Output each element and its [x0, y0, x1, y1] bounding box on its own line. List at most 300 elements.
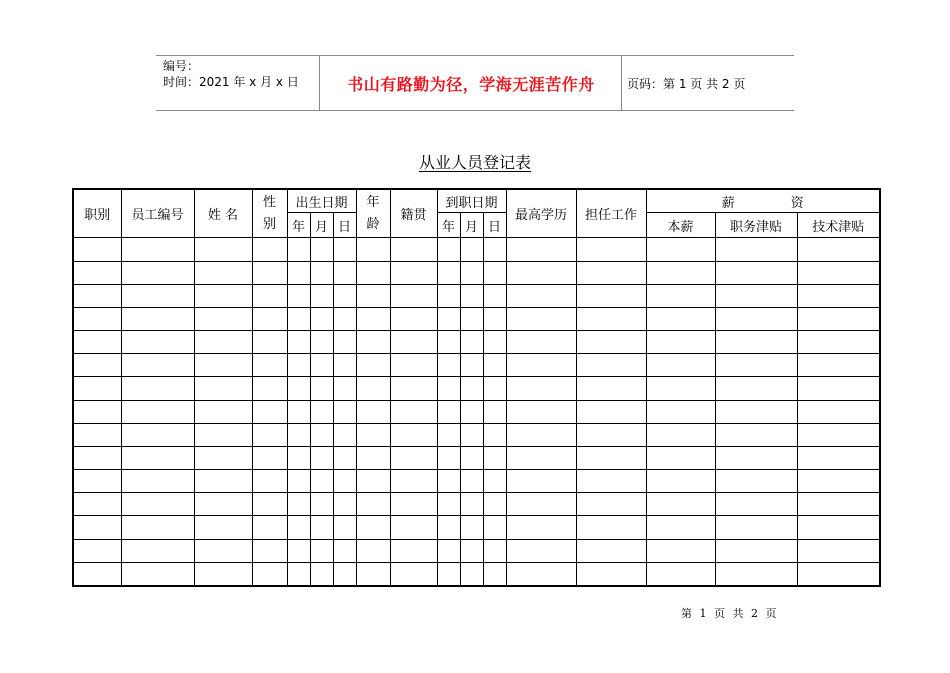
- col-header-join-day: 日: [483, 213, 506, 238]
- table-cell[interactable]: [390, 539, 437, 562]
- table-cell[interactable]: [483, 400, 506, 423]
- table-cell[interactable]: [646, 331, 715, 354]
- table-cell[interactable]: [333, 377, 356, 400]
- table-cell[interactable]: [333, 562, 356, 586]
- table-cell[interactable]: [121, 423, 194, 446]
- table-cell[interactable]: [483, 284, 506, 307]
- table-cell[interactable]: [460, 470, 483, 493]
- table-cell[interactable]: [576, 400, 646, 423]
- table-cell[interactable]: [121, 354, 194, 377]
- table-cell[interactable]: [797, 261, 880, 284]
- header-motto: 书山有路勤为径，学海无涯苦作舟: [347, 75, 595, 94]
- table-row: [73, 470, 880, 493]
- table-cell[interactable]: [506, 562, 576, 586]
- table-cell[interactable]: [576, 238, 646, 261]
- table-cell[interactable]: [576, 516, 646, 539]
- table-cell[interactable]: [194, 446, 252, 469]
- table-cell[interactable]: [121, 400, 194, 423]
- table-cell[interactable]: [287, 539, 310, 562]
- col-header-birth-year: 年: [287, 213, 310, 238]
- table-cell[interactable]: [310, 539, 333, 562]
- table-cell[interactable]: [390, 516, 437, 539]
- table-cell[interactable]: [483, 331, 506, 354]
- table-cell[interactable]: [121, 470, 194, 493]
- table-cell[interactable]: [356, 400, 390, 423]
- table-cell[interactable]: [333, 261, 356, 284]
- table-cell[interactable]: [437, 446, 460, 469]
- page-title: [0, 150, 950, 173]
- table-cell[interactable]: [356, 284, 390, 307]
- document-number-label: 编号：: [163, 59, 200, 73]
- table-cell[interactable]: [287, 261, 310, 284]
- page-footer: 第 1 页 共 2 页: [681, 607, 777, 620]
- table-cell[interactable]: [73, 354, 121, 377]
- table-cell[interactable]: [73, 377, 121, 400]
- table-cell[interactable]: [73, 238, 121, 261]
- table-cell[interactable]: [646, 261, 715, 284]
- table-cell[interactable]: [73, 331, 121, 354]
- table-cell[interactable]: [483, 516, 506, 539]
- table-cell[interactable]: [437, 354, 460, 377]
- table-cell[interactable]: [646, 284, 715, 307]
- table-cell[interactable]: [576, 493, 646, 516]
- table-cell[interactable]: [437, 261, 460, 284]
- table-cell[interactable]: [121, 562, 194, 586]
- table-cell[interactable]: [646, 493, 715, 516]
- table-cell[interactable]: [333, 470, 356, 493]
- header-meta: [163, 58, 299, 90]
- table-cell[interactable]: [356, 331, 390, 354]
- table-cell[interactable]: [287, 493, 310, 516]
- table-body: [73, 238, 880, 586]
- table-cell[interactable]: [437, 539, 460, 562]
- table-cell[interactable]: [797, 284, 880, 307]
- table-cell[interactable]: [333, 238, 356, 261]
- table-cell[interactable]: [287, 400, 310, 423]
- table-cell[interactable]: [287, 377, 310, 400]
- table-cell[interactable]: [333, 400, 356, 423]
- table-cell[interactable]: [576, 331, 646, 354]
- table-cell[interactable]: [576, 470, 646, 493]
- table-cell[interactable]: [506, 539, 576, 562]
- table-cell[interactable]: [310, 261, 333, 284]
- col-header-birth-month: 月: [310, 213, 333, 238]
- table-cell[interactable]: [121, 238, 194, 261]
- table-cell[interactable]: [287, 516, 310, 539]
- col-header-join-month: 月: [460, 213, 483, 238]
- table-cell[interactable]: [646, 470, 715, 493]
- table-cell[interactable]: [252, 516, 287, 539]
- table-cell[interactable]: [121, 516, 194, 539]
- table-cell[interactable]: [715, 377, 797, 400]
- table-cell[interactable]: [73, 307, 121, 330]
- table-cell[interactable]: [333, 331, 356, 354]
- table-cell[interactable]: [483, 539, 506, 562]
- table-cell[interactable]: [252, 539, 287, 562]
- table-row: [73, 562, 880, 586]
- table-cell[interactable]: [715, 423, 797, 446]
- table-cell[interactable]: [390, 238, 437, 261]
- table-cell[interactable]: [390, 493, 437, 516]
- table-cell[interactable]: [121, 307, 194, 330]
- table-cell[interactable]: [310, 493, 333, 516]
- table-cell[interactable]: [333, 516, 356, 539]
- table-cell[interactable]: [715, 400, 797, 423]
- table-cell[interactable]: [356, 307, 390, 330]
- table-cell[interactable]: [715, 493, 797, 516]
- col-header-position: 职别: [73, 189, 121, 238]
- table-cell[interactable]: [73, 446, 121, 469]
- table-cell[interactable]: [506, 446, 576, 469]
- table-cell[interactable]: [506, 516, 576, 539]
- table-cell[interactable]: [437, 307, 460, 330]
- table-cell[interactable]: [390, 423, 437, 446]
- table-row: [73, 446, 880, 469]
- table-cell[interactable]: [715, 470, 797, 493]
- table-cell[interactable]: [715, 354, 797, 377]
- table-cell[interactable]: [356, 261, 390, 284]
- table-cell[interactable]: [390, 261, 437, 284]
- table-cell[interactable]: [194, 377, 252, 400]
- col-header-salary: 薪资: [646, 189, 880, 213]
- table-cell[interactable]: [390, 307, 437, 330]
- table-cell[interactable]: [390, 400, 437, 423]
- col-header-tech-allowance: 技术津贴: [797, 213, 880, 238]
- document-time-label: 时间：2021 年 x 月 x 日: [163, 75, 299, 89]
- table-cell[interactable]: [194, 562, 252, 586]
- col-header-join-date: 到职日期: [437, 189, 506, 213]
- table-cell[interactable]: [460, 516, 483, 539]
- table-cell[interactable]: [437, 516, 460, 539]
- header-divider: [319, 56, 320, 110]
- col-header-gender-bottom: 别: [262, 216, 276, 232]
- table-cell[interactable]: [121, 261, 194, 284]
- table-cell[interactable]: [506, 400, 576, 423]
- table-cell[interactable]: [646, 354, 715, 377]
- table-cell[interactable]: [506, 238, 576, 261]
- employee-registration-table: [72, 188, 881, 587]
- table-cell[interactable]: [390, 470, 437, 493]
- table-cell[interactable]: [73, 284, 121, 307]
- table-cell[interactable]: [506, 261, 576, 284]
- header-row: [73, 189, 880, 213]
- table-cell[interactable]: [715, 516, 797, 539]
- col-header-age: [356, 189, 390, 238]
- table-cell[interactable]: [287, 238, 310, 261]
- table-cell[interactable]: [252, 446, 287, 469]
- table-cell[interactable]: [252, 400, 287, 423]
- table-row: [73, 307, 880, 330]
- table-cell[interactable]: [715, 331, 797, 354]
- table-cell[interactable]: [506, 284, 576, 307]
- table-cell[interactable]: [797, 562, 880, 586]
- table-cell[interactable]: [73, 400, 121, 423]
- col-header-gender-top: 性: [262, 194, 276, 210]
- table-row: [73, 377, 880, 400]
- table-cell[interactable]: [483, 470, 506, 493]
- table-cell[interactable]: [715, 261, 797, 284]
- table-cell[interactable]: [310, 284, 333, 307]
- table-cell[interactable]: [390, 562, 437, 586]
- table-cell[interactable]: [356, 493, 390, 516]
- table-cell[interactable]: [460, 400, 483, 423]
- table-cell[interactable]: [483, 446, 506, 469]
- table-cell[interactable]: [437, 284, 460, 307]
- table-cell[interactable]: [483, 377, 506, 400]
- table-cell[interactable]: [310, 307, 333, 330]
- table-cell[interactable]: [646, 539, 715, 562]
- col-header-native-place: 籍贯: [390, 189, 437, 238]
- table-cell[interactable]: [310, 423, 333, 446]
- table-cell[interactable]: [460, 446, 483, 469]
- table-row: [73, 423, 880, 446]
- table-cell[interactable]: [73, 470, 121, 493]
- table-cell[interactable]: [310, 400, 333, 423]
- table-cell[interactable]: [310, 516, 333, 539]
- table-cell[interactable]: [390, 446, 437, 469]
- table-cell[interactable]: [483, 562, 506, 586]
- table-cell[interactable]: [460, 331, 483, 354]
- table-cell[interactable]: [73, 493, 121, 516]
- table-cell[interactable]: [506, 470, 576, 493]
- col-header-name: [194, 189, 252, 238]
- table-cell[interactable]: [576, 423, 646, 446]
- table-cell[interactable]: [356, 354, 390, 377]
- table-cell[interactable]: [194, 400, 252, 423]
- table-cell[interactable]: [287, 562, 310, 586]
- table-cell[interactable]: [437, 493, 460, 516]
- table-cell[interactable]: [252, 377, 287, 400]
- table-cell[interactable]: [310, 377, 333, 400]
- table-cell[interactable]: [252, 470, 287, 493]
- table-cell[interactable]: [715, 539, 797, 562]
- table-cell[interactable]: [287, 423, 310, 446]
- table-cell[interactable]: [356, 516, 390, 539]
- table-cell[interactable]: [460, 261, 483, 284]
- table-cell[interactable]: [252, 307, 287, 330]
- table-cell[interactable]: [797, 516, 880, 539]
- table-cell[interactable]: [121, 446, 194, 469]
- table-cell[interactable]: [715, 562, 797, 586]
- table-cell[interactable]: [437, 400, 460, 423]
- table-row: [73, 400, 880, 423]
- table-cell[interactable]: [460, 562, 483, 586]
- table-cell[interactable]: [506, 423, 576, 446]
- table-cell[interactable]: [715, 307, 797, 330]
- table-cell[interactable]: [576, 261, 646, 284]
- table-cell[interactable]: [460, 423, 483, 446]
- table-cell[interactable]: [194, 354, 252, 377]
- table-cell[interactable]: [797, 423, 880, 446]
- table-cell[interactable]: [797, 400, 880, 423]
- col-header-birth-day: 日: [333, 213, 356, 238]
- table-cell[interactable]: [797, 470, 880, 493]
- table-cell[interactable]: [310, 331, 333, 354]
- table-cell[interactable]: [437, 423, 460, 446]
- table-cell[interactable]: [310, 238, 333, 261]
- table-cell[interactable]: [252, 493, 287, 516]
- table-cell[interactable]: [715, 284, 797, 307]
- table-cell[interactable]: [287, 446, 310, 469]
- table-cell[interactable]: [194, 284, 252, 307]
- table-cell[interactable]: [356, 238, 390, 261]
- table-cell[interactable]: [646, 307, 715, 330]
- table-cell[interactable]: [576, 539, 646, 562]
- table-cell[interactable]: [333, 423, 356, 446]
- table-cell[interactable]: [310, 354, 333, 377]
- table-cell[interactable]: [797, 539, 880, 562]
- table-cell[interactable]: [506, 307, 576, 330]
- table-cell[interactable]: [390, 377, 437, 400]
- table-cell[interactable]: [797, 446, 880, 469]
- table-cell[interactable]: [437, 377, 460, 400]
- table-cell[interactable]: [390, 284, 437, 307]
- table-cell[interactable]: [333, 284, 356, 307]
- table-cell[interactable]: [460, 238, 483, 261]
- table-cell[interactable]: [252, 238, 287, 261]
- col-header-duty-allowance: 职务津贴: [715, 213, 797, 238]
- table-cell[interactable]: [483, 493, 506, 516]
- table-cell[interactable]: [576, 562, 646, 586]
- table-cell[interactable]: [483, 261, 506, 284]
- table-cell[interactable]: [356, 562, 390, 586]
- table-cell[interactable]: [194, 539, 252, 562]
- table-cell[interactable]: [333, 354, 356, 377]
- table-cell[interactable]: [73, 423, 121, 446]
- table-cell[interactable]: [194, 238, 252, 261]
- table-row: [73, 238, 880, 261]
- table-cell[interactable]: [194, 493, 252, 516]
- table-cell[interactable]: [506, 331, 576, 354]
- header-page-info: 页码：第 1 页 共 2 页: [627, 77, 746, 91]
- table-cell[interactable]: [460, 284, 483, 307]
- table-row: [73, 284, 880, 307]
- table-cell[interactable]: [252, 331, 287, 354]
- table-cell[interactable]: [460, 539, 483, 562]
- table-cell[interactable]: [483, 238, 506, 261]
- table-cell[interactable]: [576, 284, 646, 307]
- table-cell[interactable]: [73, 261, 121, 284]
- table-cell[interactable]: [310, 470, 333, 493]
- table-cell[interactable]: [576, 307, 646, 330]
- table-cell[interactable]: [506, 377, 576, 400]
- col-header-age-top: 年: [366, 194, 380, 210]
- table-cell[interactable]: [437, 562, 460, 586]
- table-cell[interactable]: [121, 493, 194, 516]
- table-cell[interactable]: [356, 446, 390, 469]
- table-cell[interactable]: [333, 539, 356, 562]
- table-cell[interactable]: [287, 331, 310, 354]
- table-cell[interactable]: [121, 331, 194, 354]
- table-row: [73, 331, 880, 354]
- col-header-education: 最高学历: [506, 189, 576, 238]
- table-cell[interactable]: [194, 261, 252, 284]
- col-header-base-salary: 本薪: [646, 213, 715, 238]
- table-cell[interactable]: [797, 331, 880, 354]
- table-cell[interactable]: [797, 354, 880, 377]
- table-cell[interactable]: [646, 238, 715, 261]
- table-cell[interactable]: [390, 354, 437, 377]
- table-cell[interactable]: [437, 331, 460, 354]
- col-header-gender: [252, 189, 287, 238]
- table-cell[interactable]: [797, 377, 880, 400]
- table-cell[interactable]: [460, 307, 483, 330]
- table-cell[interactable]: [506, 354, 576, 377]
- table-cell[interactable]: [356, 539, 390, 562]
- table-cell[interactable]: [460, 493, 483, 516]
- table-cell[interactable]: [73, 516, 121, 539]
- table-cell[interactable]: [483, 423, 506, 446]
- table-cell[interactable]: [252, 423, 287, 446]
- table-cell[interactable]: [194, 470, 252, 493]
- table-row: [73, 261, 880, 284]
- table-cell[interactable]: [797, 307, 880, 330]
- table-cell[interactable]: [797, 493, 880, 516]
- table-cell[interactable]: [437, 238, 460, 261]
- table-cell[interactable]: [333, 446, 356, 469]
- table-cell[interactable]: [287, 470, 310, 493]
- page-title-text: 从业人员登记表: [418, 153, 531, 172]
- table-cell[interactable]: [121, 539, 194, 562]
- table-cell[interactable]: [333, 307, 356, 330]
- table-cell[interactable]: [646, 516, 715, 539]
- table-cell[interactable]: [252, 261, 287, 284]
- table-cell[interactable]: [460, 377, 483, 400]
- table-cell[interactable]: [287, 307, 310, 330]
- table-cell[interactable]: [437, 470, 460, 493]
- table-cell[interactable]: [483, 307, 506, 330]
- table-cell[interactable]: [73, 562, 121, 586]
- table-cell[interactable]: [576, 446, 646, 469]
- table-cell[interactable]: [576, 354, 646, 377]
- table-cell[interactable]: [460, 354, 483, 377]
- table-cell[interactable]: [252, 284, 287, 307]
- table-cell[interactable]: [121, 284, 194, 307]
- header-divider: [621, 56, 622, 110]
- table-cell[interactable]: [194, 307, 252, 330]
- table-cell[interactable]: [797, 238, 880, 261]
- table-cell[interactable]: [646, 400, 715, 423]
- table-cell[interactable]: [506, 493, 576, 516]
- table-cell[interactable]: [333, 493, 356, 516]
- table-cell[interactable]: [715, 238, 797, 261]
- table-cell[interactable]: [646, 377, 715, 400]
- table-cell[interactable]: [252, 354, 287, 377]
- table-cell[interactable]: [194, 516, 252, 539]
- table-cell[interactable]: [194, 423, 252, 446]
- table-cell[interactable]: [287, 354, 310, 377]
- table-cell[interactable]: [73, 539, 121, 562]
- table-cell[interactable]: [390, 331, 437, 354]
- table-cell[interactable]: [194, 331, 252, 354]
- table-cell[interactable]: [646, 423, 715, 446]
- table-row: [73, 539, 880, 562]
- table-cell[interactable]: [356, 423, 390, 446]
- col-header-birth-date: 出生日期: [287, 189, 356, 213]
- table-cell[interactable]: [715, 446, 797, 469]
- table-cell[interactable]: [287, 284, 310, 307]
- table-cell[interactable]: [252, 562, 287, 586]
- table-cell[interactable]: [310, 446, 333, 469]
- table-cell[interactable]: [646, 562, 715, 586]
- table-cell[interactable]: [310, 562, 333, 586]
- table-cell[interactable]: [356, 377, 390, 400]
- table-cell[interactable]: [576, 377, 646, 400]
- table-cell[interactable]: [121, 377, 194, 400]
- table-cell[interactable]: [483, 354, 506, 377]
- table-cell[interactable]: [356, 470, 390, 493]
- table-cell[interactable]: [646, 446, 715, 469]
